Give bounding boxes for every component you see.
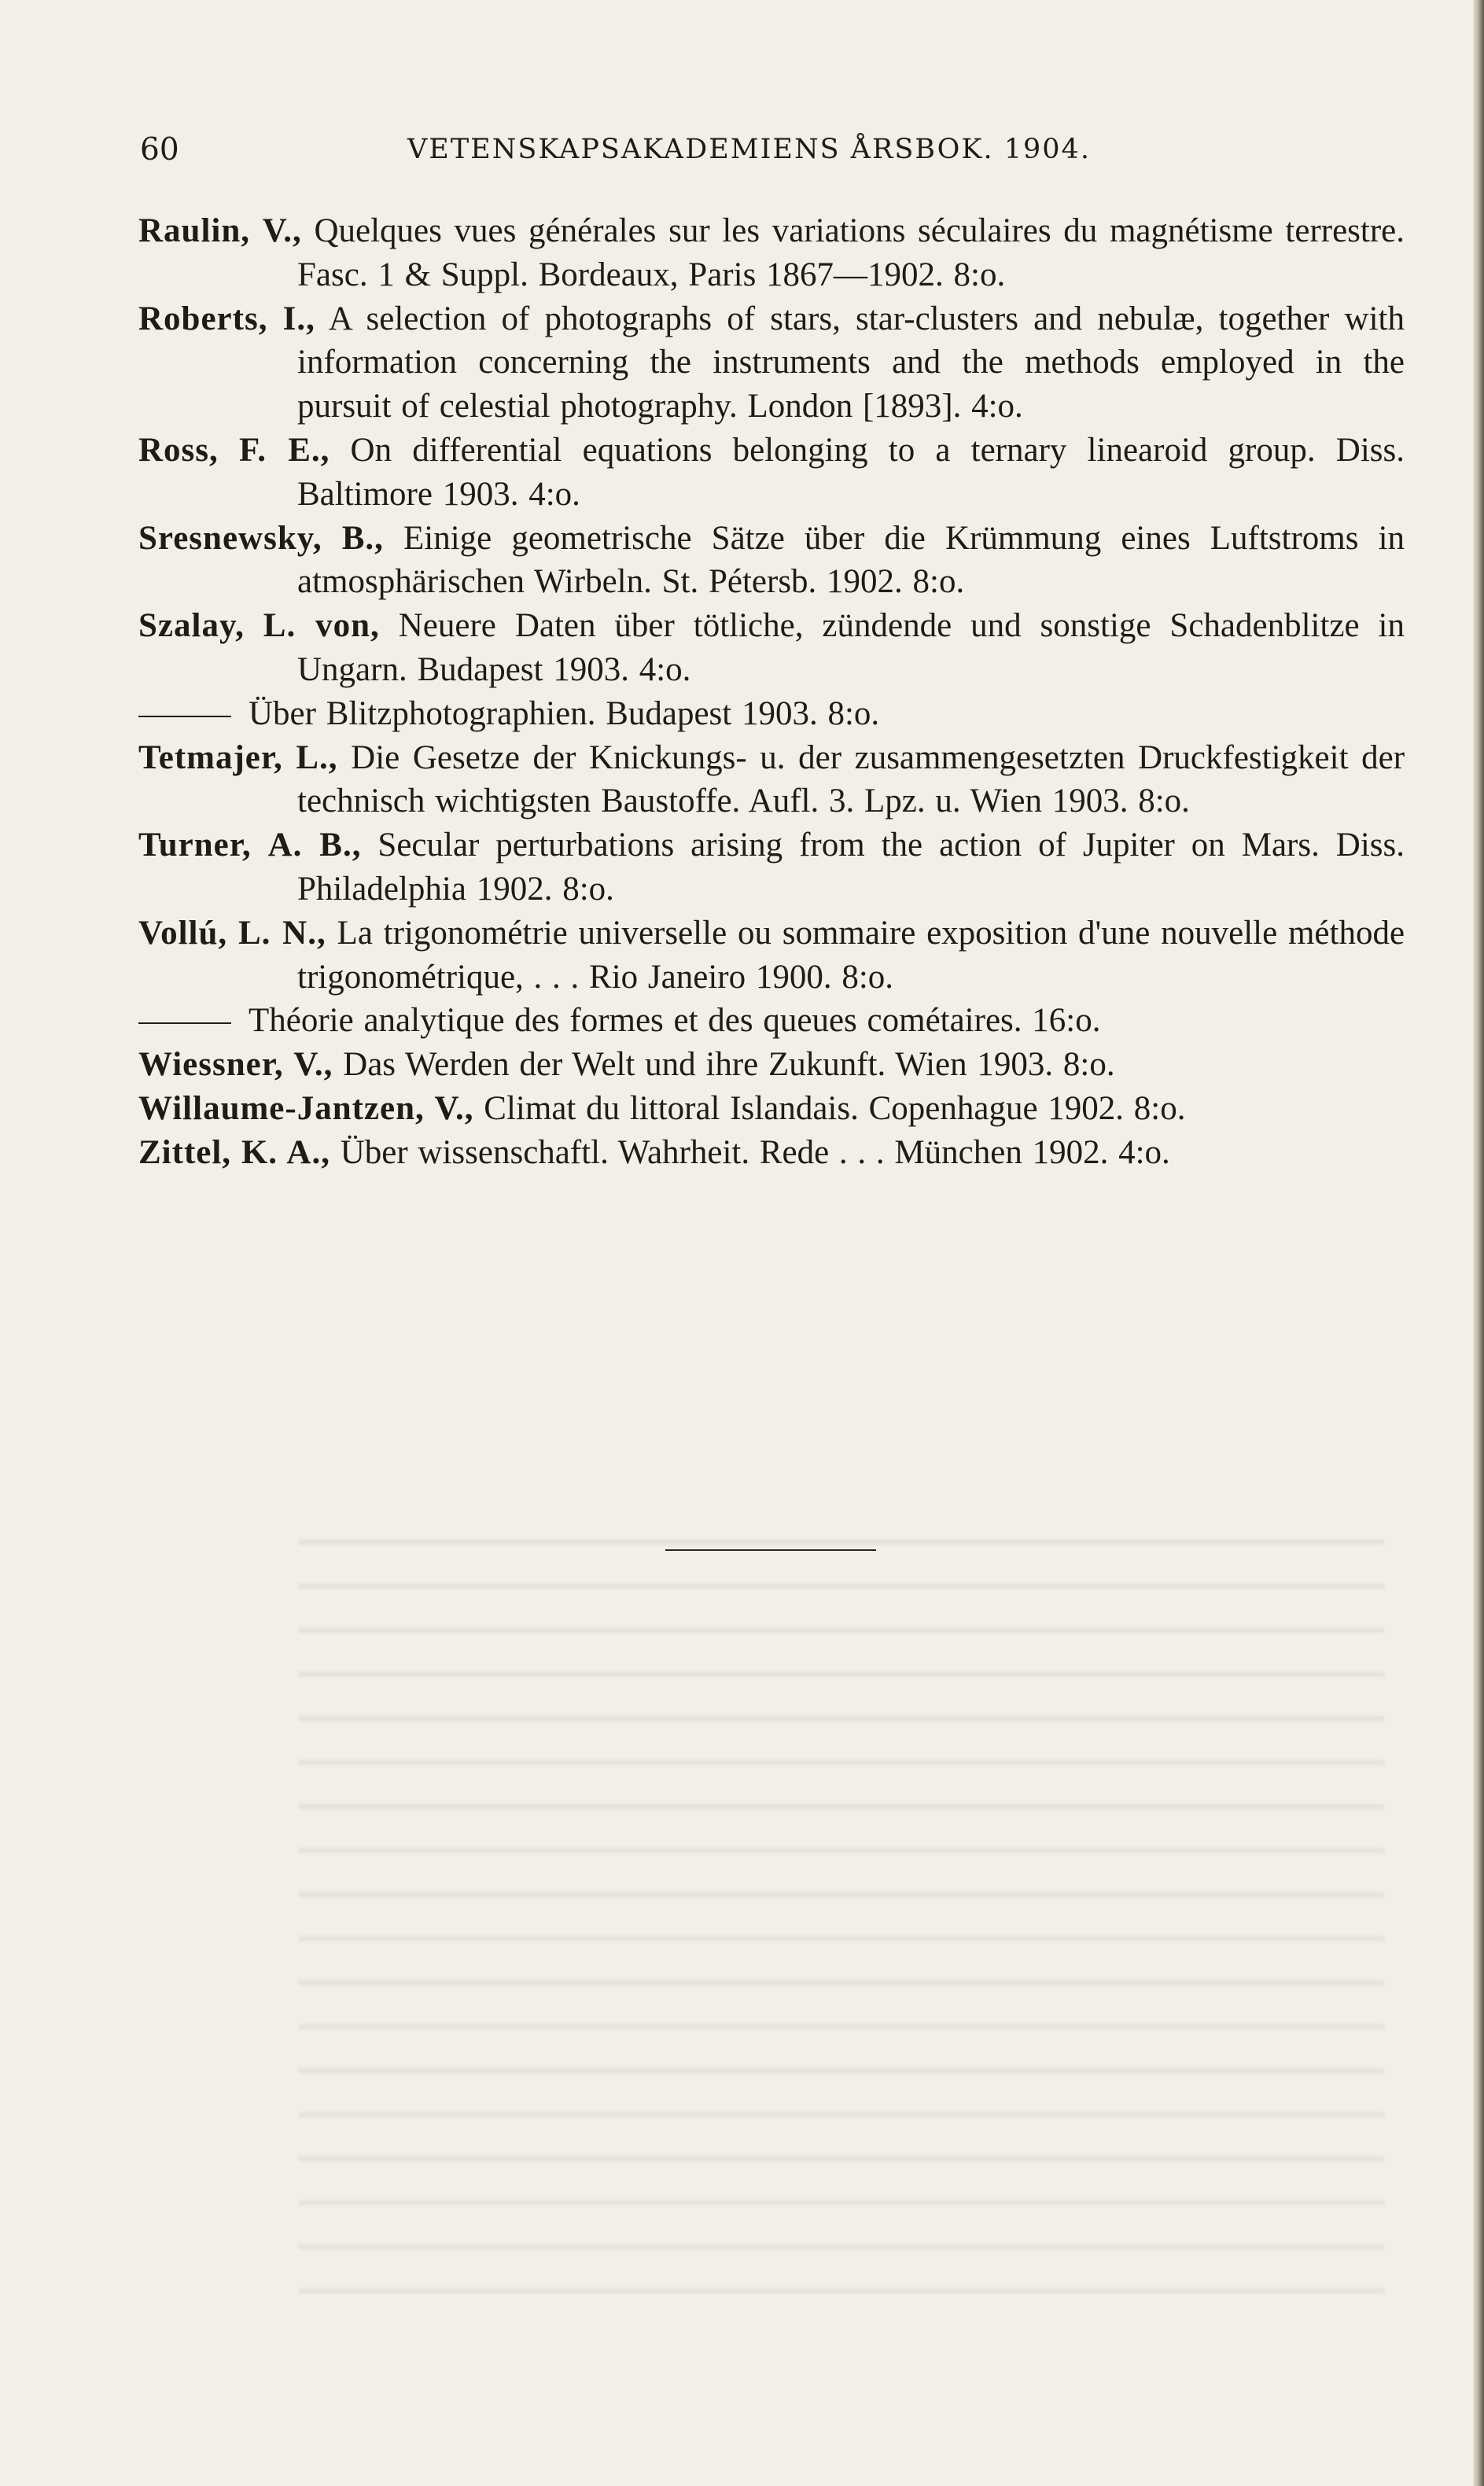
entry-text: Climat du littoral Islandais. Copenhague 1902. 8:o. [484, 1089, 1186, 1127]
entry-author: Roberts, [138, 300, 268, 337]
bibliography-entry [138, 604, 1405, 692]
bibliography-entry [138, 1131, 1405, 1175]
bibliography-entry [138, 912, 1405, 1000]
entry-text: A selection of photographs of stars, star-clusters and nebulæ, together with information concerning the instruments and the methods employed in the pursuit of celestial photography. London [1893]. 4:o. [297, 300, 1405, 425]
entry-initials: I., [282, 300, 315, 337]
entry-text: La trigonométrie universelle ou sommaire exposition d'une nouvelle méthode trigonométrique, . . . Rio Janeiro 1900. 8:o. [297, 914, 1405, 996]
entry-initials: L., [296, 738, 338, 776]
entry-text: Quelques vues générales sur les variations séculaires du magnétisme terrestre. Fasc. 1 & Suppl. Bordeaux, Paris 1867—1902. 8:o. [297, 212, 1405, 293]
bibliography-entry [138, 429, 1405, 517]
bleed-through-text [299, 1518, 1384, 2320]
bibliography-entry [138, 297, 1405, 429]
entry-text: Neuere Daten über tötliche, zündende und sonstige Schadenblitze in Ungarn. Budapest 1903. 4:o. [297, 607, 1405, 688]
bibliography-entry [138, 517, 1405, 605]
page-header [140, 132, 1405, 170]
entry-author: Turner, [138, 827, 252, 864]
entry-author: Willaume-Jantzen, [138, 1089, 425, 1127]
bibliography-entry [138, 1043, 1405, 1087]
bibliography-entry-same-author [138, 692, 1405, 736]
entry-initials: V., [434, 1089, 474, 1127]
entry-author: Zittel, [138, 1133, 232, 1171]
ditto-dash [138, 716, 231, 717]
entry-initials: F. E., [238, 431, 330, 469]
entry-initials: B., [341, 519, 384, 557]
bibliography-entry [138, 823, 1405, 912]
bibliography-entry [138, 736, 1405, 824]
entry-initials: L. N., [238, 914, 326, 952]
entry-text: Secular perturbations arising from the action of Jupiter on Mars. Diss. Philadelphia 1902. 8:o. [297, 827, 1405, 908]
bibliography-list [138, 209, 1405, 1175]
entry-initials: L. von, [263, 607, 380, 645]
entry-initials: K. A., [241, 1133, 330, 1171]
entry-initials: A. B., [267, 827, 362, 864]
entry-author: Ross, [138, 431, 219, 469]
bibliography-entry-same-author [138, 999, 1405, 1043]
entry-author: Sresnewsky, [138, 519, 322, 557]
bibliography-entry [138, 1087, 1405, 1131]
entry-author: Szalay, [138, 607, 245, 645]
page-edge-shadow [1473, 0, 1484, 2486]
entry-text: Das Werden der Welt und ihre Zukunft. Wien 1903. 8:o. [343, 1046, 1115, 1084]
page-number: 60 [140, 132, 179, 168]
entry-initials: V., [262, 212, 302, 249]
entry-text: Die Gesetze der Knickungs- u. der zusammengesetzten Druckfestigkeit der technisch wichtigsten Baustoffe. Aufl. 3. Lpz. u. Wien 1903. 8:o. [297, 738, 1405, 820]
ditto-dash [138, 1022, 231, 1024]
entry-author: Wiessner, [138, 1046, 284, 1084]
entry-text: Über wissenschaftl. Wahrheit. Rede . . . München 1902. 4:o. [340, 1133, 1170, 1171]
entry-author: Raulin, [138, 212, 251, 249]
bibliography-entry [138, 209, 1405, 297]
running-title: VETENSKAPSAKADEMIENS ÅRSBOK. 1904. [407, 134, 1091, 165]
entry-text: Über Blitzphotographien. Budapest 1903. 8:o. [249, 694, 880, 732]
entry-author: Vollú, [138, 914, 228, 952]
entry-author: Tetmajer, [138, 738, 283, 776]
entry-text: Einige geometrische Sätze über die Krümmung eines Luftstroms in atmosphärischen Wirbeln. St. Pétersb. 1902. 8:o. [297, 519, 1405, 601]
entry-text: Théorie analytique des formes et des queues cométaires. 16:o. [249, 1002, 1101, 1040]
entry-initials: V., [293, 1046, 333, 1084]
closing-rule [665, 1549, 876, 1551]
entry-text: On differential equations belonging to a ternary linearoid group. Diss. Baltimore 1903. 4:o. [297, 431, 1405, 513]
